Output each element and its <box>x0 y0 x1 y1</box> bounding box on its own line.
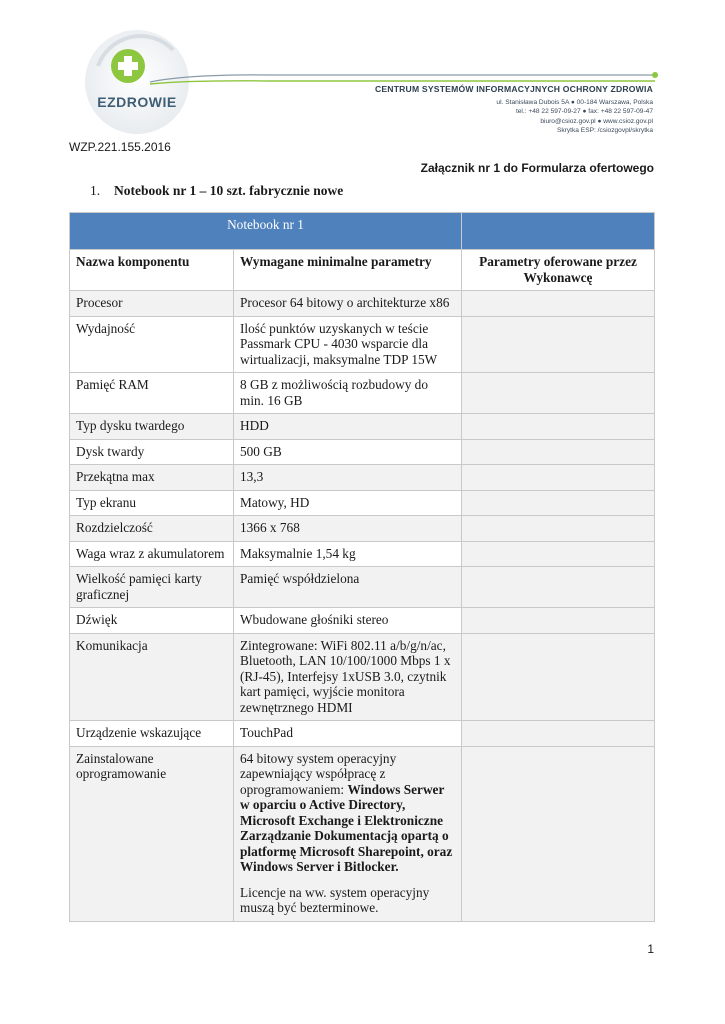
component-name: Pamięć RAM <box>70 373 234 414</box>
offered-params-cell[interactable] <box>462 316 655 373</box>
component-name: Typ ekranu <box>70 490 234 516</box>
offered-params-cell[interactable] <box>462 633 655 721</box>
table-row <box>70 414 655 440</box>
column-header-component: Nazwa komponentu <box>70 250 234 291</box>
software-req-bold: Windows Serwer w oparciu o Active Directory, Microsoft Exchange i Elektroniczne Zarządzanie Dokumentacją opartą o platformę Microsoft Sharepoint, oraz Windows Server i Bitlocker. <box>240 781 453 874</box>
section-number: 1. <box>90 183 101 198</box>
table-row <box>70 465 655 491</box>
table-row <box>70 316 655 373</box>
required-params: Pamięć współdzielona <box>234 567 462 608</box>
component-name: Wydajność <box>70 316 234 373</box>
offered-params-cell[interactable] <box>462 373 655 414</box>
table-row <box>70 721 655 747</box>
address-line: Skrytka ESP: /csiozgovpl/skrytka <box>556 127 653 135</box>
required-params: 8 GB z możliwością rozbudowy do min. 16 GB <box>234 373 462 414</box>
offered-params-cell[interactable] <box>462 746 655 921</box>
required-params: Wbudowane głośniki stereo <box>234 608 462 634</box>
component-name: Dysk twardy <box>70 439 234 465</box>
section-title <box>90 183 343 199</box>
offered-params-cell[interactable] <box>462 541 655 567</box>
component-name: Rozdzielczość <box>70 516 234 542</box>
spec-table <box>69 212 655 922</box>
org-name: CENTRUM SYSTEMÓW INFORMACYJNYCH OCHRONY ZDROWIA <box>374 84 653 94</box>
address-line: biuro@csioz.gov.pl ● www.csioz.gov.pl <box>540 117 653 125</box>
document-reference: WZP.221.155.2016 <box>69 140 171 154</box>
table-row <box>70 516 655 542</box>
column-header-row <box>70 250 655 291</box>
component-name: Przekątna max <box>70 465 234 491</box>
offered-params-cell[interactable] <box>462 721 655 747</box>
offered-params-cell[interactable] <box>462 490 655 516</box>
column-header-offered: Parametry oferowane przez Wykonawcę <box>462 250 655 291</box>
required-params: 13,3 <box>234 465 462 491</box>
table-row <box>70 633 655 721</box>
table-row <box>70 608 655 634</box>
required-params: HDD <box>234 414 462 440</box>
table-row <box>70 439 655 465</box>
required-params: Procesor 64 bitowy o architekturze x86 <box>234 291 462 317</box>
section-title-text: Notebook nr 1 – 10 szt. fabrycznie nowe <box>114 183 344 198</box>
component-name: Urządzenie wskazujące <box>70 721 234 747</box>
offered-params-cell[interactable] <box>462 291 655 317</box>
offered-params-cell[interactable] <box>462 516 655 542</box>
license-requirement: Licencje na ww. system operacyjny muszą być bezterminowe. <box>240 884 430 915</box>
component-name: Typ dysku twardego <box>70 414 234 440</box>
required-params <box>234 746 462 921</box>
required-params: 1366 x 768 <box>234 516 462 542</box>
column-header-required: Wymagane minimalne parametry <box>234 250 462 291</box>
offered-params-cell[interactable] <box>462 414 655 440</box>
software-req-plain: 64 bitowy system operacyjny zapewniający współpracę z oprogramowaniem: <box>240 750 397 797</box>
table-row <box>70 567 655 608</box>
required-params: TouchPad <box>234 721 462 747</box>
annex-title: Załącznik nr 1 do Formularza ofertowego <box>420 161 654 175</box>
table-header-row <box>70 213 655 250</box>
component-name: Zainstalowane oprogramowanie <box>70 746 234 921</box>
address-line: tel.: +48 22 597-09-27 ● fax: +48 22 597-09-47 <box>515 108 653 116</box>
required-params: Matowy, HD <box>234 490 462 516</box>
table-row <box>70 291 655 317</box>
table-row <box>70 541 655 567</box>
table-row <box>70 490 655 516</box>
offered-params-cell[interactable] <box>462 439 655 465</box>
table-title: Notebook nr 1 <box>70 213 462 250</box>
logo-text: EZDROWIE <box>97 94 177 110</box>
component-name: Wielkość pamięci karty graficznej <box>70 567 234 608</box>
table-row <box>70 373 655 414</box>
required-params: Zintegrowane: WiFi 802.11 a/b/g/n/ac, Bluetooth, LAN 10/100/1000 Mbps 1 x (RJ-45), Interfejsy 1xUSB 3.0, czytnik kart pamięci, wyjście monitora zewnętrznego HDMI <box>234 633 462 721</box>
required-params: 500 GB <box>234 439 462 465</box>
offered-params-cell[interactable] <box>462 465 655 491</box>
component-name: Dźwięk <box>70 608 234 634</box>
table-header-empty <box>462 213 655 250</box>
table-row <box>70 746 655 921</box>
org-address <box>393 98 653 136</box>
address-line: ul. Stanisława Dubois 5A ● 00-184 Warszawa, Polska <box>496 99 653 106</box>
software-requirement <box>240 751 455 875</box>
offered-params-cell[interactable] <box>462 608 655 634</box>
component-name: Komunikacja <box>70 633 234 721</box>
component-name: Waga wraz z akumulatorem <box>70 541 234 567</box>
required-params: Ilość punktów uzyskanych w teście Passmark CPU - 4030 wsparcie dla wirtualizacji, maksymalne TDP 15W <box>234 316 462 373</box>
page-number: 1 <box>647 942 654 956</box>
offered-params-cell[interactable] <box>462 567 655 608</box>
required-params: Maksymalnie 1,54 kg <box>234 541 462 567</box>
component-name: Procesor <box>70 291 234 317</box>
